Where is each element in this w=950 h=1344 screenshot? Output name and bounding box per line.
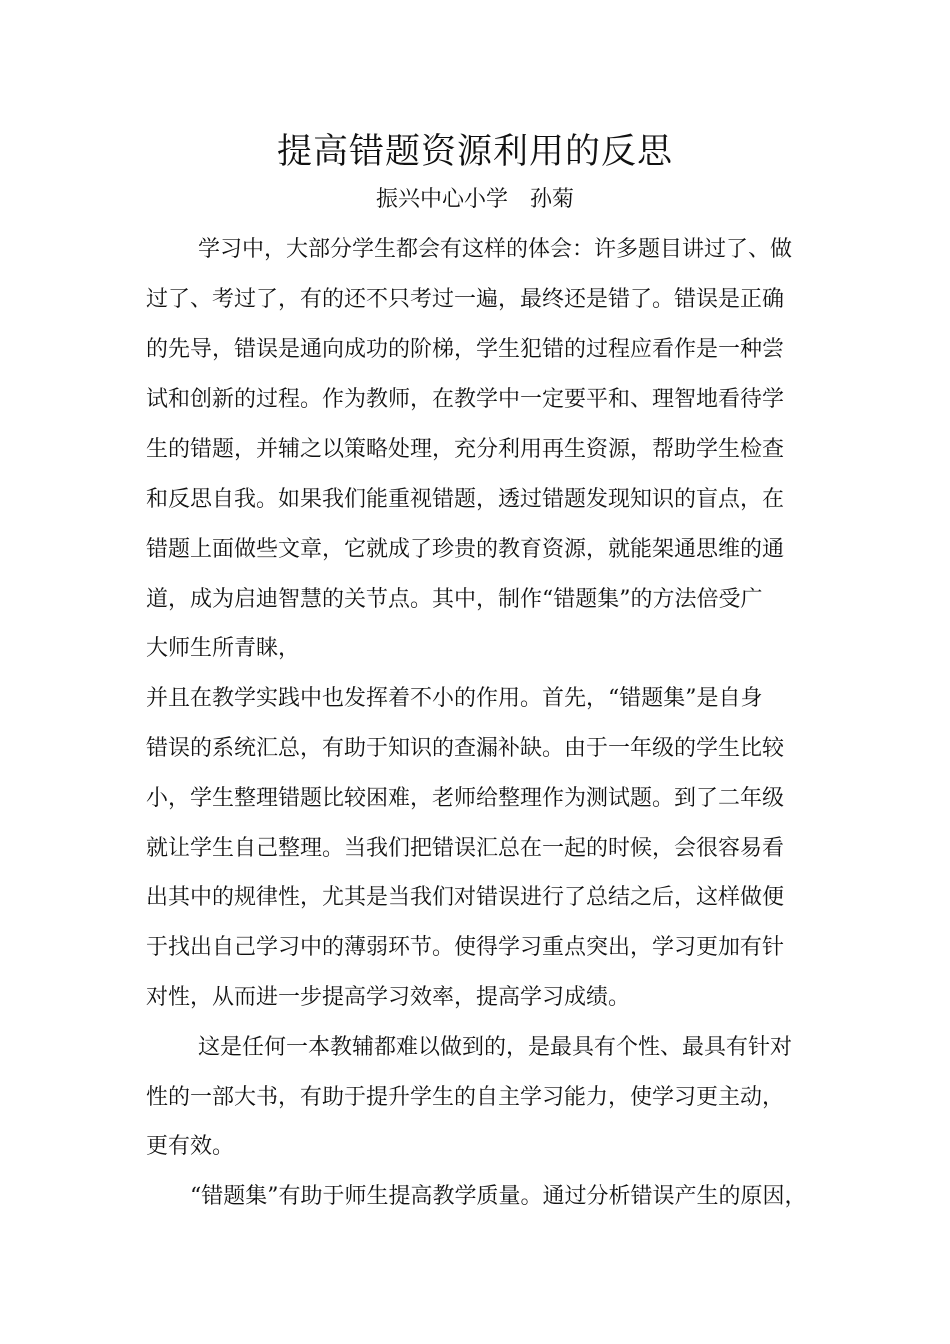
text-line: 更有效。 [146, 1134, 235, 1159]
text-line: 的先导，错误是通向成功的阶梯，学生犯错的过程应看作是一种尝 [146, 337, 785, 362]
document-author: 振兴中心小学 孙菊 [375, 187, 574, 212]
text-line: 错题上面做些文章，它就成了珍贵的教育资源，就能架通思维的通 [146, 537, 785, 562]
text-line: 学习中，大部分学生都会有这样的体会：许多题目讲过了、做 [198, 237, 793, 262]
text-line: 于找出自己学习中的薄弱环节。使得学习重点突出，学习更加有针 [146, 935, 785, 960]
text-line: 对性，从而进一步提高学习效率，提高学习成绩。 [146, 985, 631, 1010]
text-line: 并且在教学实践中也发挥着不小的作用。首先，“错题集”是自身 [146, 686, 763, 711]
text-line: “错题集”有助于师生提高教学质量。通过分析错误产生的原因， [190, 1184, 807, 1209]
text-line: 生的错题，并辅之以策略处理，充分利用再生资源，帮助学生检查 [146, 437, 785, 462]
text-line: 错误的系统汇总，有助于知识的查漏补缺。由于一年级的学生比较 [146, 736, 785, 761]
text-line: 这是任何一本教辅都难以做到的，是最具有个性、最具有针对 [198, 1035, 793, 1060]
text-line: 过了、考过了，有的还不只考过一遍，最终还是错了。错误是正确 [146, 287, 785, 312]
text-line: 出其中的规律性，尤其是当我们对错误进行了总结之后，这样做便 [146, 885, 785, 910]
text-line: 大师生所青睐， [146, 636, 301, 661]
text-line: 就让学生自己整理。当我们把错误汇总在一起的时候，会很容易看 [146, 836, 785, 861]
text-line: 试和创新的过程。作为教师，在教学中一定要平和、理智地看待学 [146, 387, 785, 412]
text-line: 道，成为启迪智慧的关节点。其中，制作“错题集”的方法倍受广 [146, 587, 763, 612]
text-line: 性的一部大书，有助于提升学生的自主学习能力，使学习更主动， [146, 1085, 785, 1110]
text-line: 小，学生整理错题比较困难，老师给整理作为测试题。到了二年级 [146, 786, 785, 811]
text-line: 和反思自我。如果我们能重视错题，透过错题发现知识的盲点，在 [146, 487, 785, 512]
document-title: 提高错题资源利用的反思 [276, 132, 673, 172]
